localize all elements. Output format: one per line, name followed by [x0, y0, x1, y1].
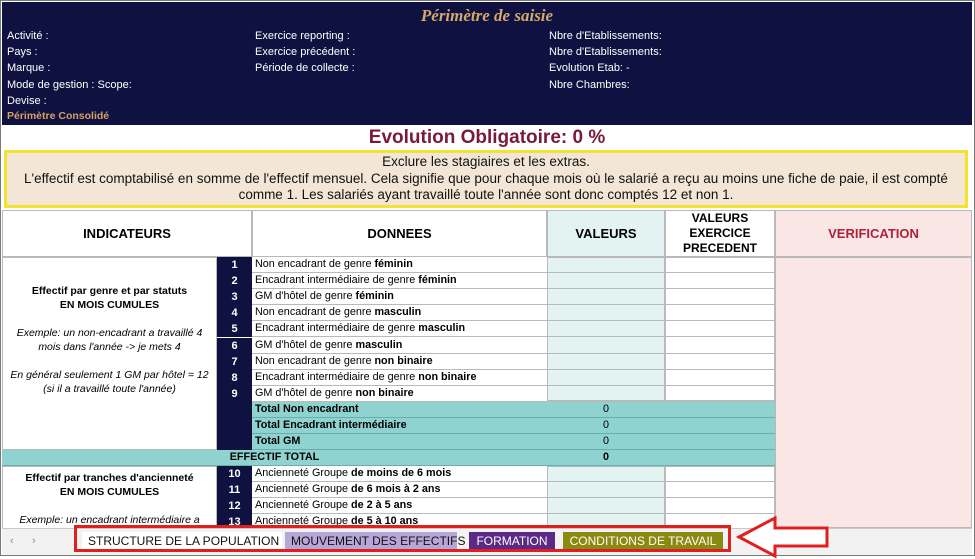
row-label: [252, 338, 547, 354]
row-number: 12: [217, 498, 252, 514]
effectif-total-exercice: [665, 450, 775, 466]
row-label: [252, 370, 547, 386]
header-pays: Pays :: [7, 46, 38, 59]
total-row-marker: [217, 402, 252, 418]
row-number: 1: [217, 257, 252, 273]
row-label-text: GM d'hôtel de genre: [255, 338, 356, 351]
header-activite: Activité :: [7, 30, 49, 42]
pointer-arrow-icon: [735, 515, 830, 559]
group1-general-note: En général seulement 1 GM par hôtel = 12 (si il a travaillé toute l'année): [10, 369, 209, 395]
row-label: [252, 498, 547, 514]
row-label-text: Encadrant intermédiaire de genre: [255, 322, 419, 335]
total-label: Total Encadrant intermédiaire: [252, 418, 547, 434]
sheet-tab-4[interactable]: CONDITIONS DE TRAVAIL: [563, 532, 723, 551]
header-nbre-etab-2: Nbre d'Etablissements:: [549, 46, 662, 59]
group2-indicator: [2, 466, 217, 528]
valeur-input-cell[interactable]: [547, 321, 665, 337]
group1-indicator: [2, 257, 217, 450]
exercice-precedent-cell[interactable]: [665, 370, 775, 386]
sheet-tab-2[interactable]: MOUVEMENT DES EFFECTIFS: [285, 532, 457, 551]
row-number: 2: [217, 273, 252, 289]
note-line-1: Exclure les stagiaires et les extras.: [382, 154, 590, 169]
valeur-input-cell[interactable]: [547, 289, 665, 305]
row-number: 11: [217, 482, 252, 498]
header-exercice-reporting: Exercice reporting :: [255, 30, 350, 42]
row-label: [252, 482, 547, 498]
exercice-precedent-cell[interactable]: [665, 386, 775, 402]
row-label-text: Non encadrant de genre: [255, 258, 375, 270]
header-mode-gestion: Mode de gestion : Scope:: [7, 78, 132, 91]
header-evolution-etab: Evolution Etab: -: [549, 62, 630, 75]
row-label-emphasis: de 2 à 5 ans: [351, 499, 413, 512]
exercice-precedent-cell[interactable]: [665, 305, 775, 321]
row-label-emphasis: masculin: [355, 338, 403, 351]
exercice-precedent-cell[interactable]: [665, 257, 775, 273]
row-label-emphasis: non binaire: [355, 386, 414, 399]
row-label-text: GM d'hôtel de genre: [255, 290, 356, 303]
row-label-text: Non encadrant de genre: [255, 306, 375, 319]
group1-subtitle: EN MOIS CUMULES: [59, 299, 160, 311]
note-line-2: L'effectif est comptabilisé en somme de l'effectif mensuel. Cela signifie que pour chaque mois où le salarié a reçu au moins une fiche de paie, il est compté comme 1. Les salariés ayant travaillé toute l'année sont donc comptés 12 et non 1.: [24, 170, 948, 202]
header-nbre-chambres: Nbre Chambres:: [549, 78, 630, 91]
exercice-precedent-cell[interactable]: [665, 273, 775, 289]
valeur-input-cell[interactable]: [547, 498, 665, 514]
valeur-input-cell[interactable]: [547, 386, 665, 402]
row-label-text: Encadrant intermédiaire de genre: [255, 370, 419, 383]
header-valeurs-exercice-precedent: VALEURS EXERCICE PRECEDENT: [665, 210, 775, 257]
prev-sheet-icon[interactable]: ‹: [10, 535, 14, 547]
total-row-marker: [217, 434, 252, 450]
row-label: [252, 466, 547, 482]
header-col-2: [255, 28, 355, 77]
total-exercice-cell: [665, 418, 775, 434]
exercice-precedent-cell[interactable]: [665, 321, 775, 337]
valeur-input-cell[interactable]: [547, 370, 665, 386]
row-label-text: Ancienneté Groupe: [255, 483, 352, 496]
header-valeurs: VALEURS: [547, 210, 665, 257]
row-label: [252, 289, 547, 305]
total-value: 0: [547, 434, 665, 450]
row-label-emphasis: féminin: [418, 274, 457, 287]
next-sheet-icon[interactable]: ›: [32, 535, 36, 547]
valeur-input-cell[interactable]: [547, 257, 665, 273]
row-number: 5: [217, 321, 252, 337]
row-label-emphasis: de 5 à 10 ans: [351, 515, 419, 528]
total-label: Total GM: [252, 434, 547, 450]
row-number: 6: [217, 338, 252, 354]
header-periode-collecte: Période de collecte :: [255, 62, 355, 75]
total-exercice-cell: [665, 434, 775, 450]
tabs-highlight-box: [74, 525, 731, 552]
row-number: 10: [217, 466, 252, 482]
row-label-emphasis: masculin: [418, 322, 466, 335]
header-col-1: [7, 28, 132, 109]
row-label-emphasis: non binaire: [374, 354, 433, 367]
group2-subtitle: EN MOIS CUMULES: [59, 486, 160, 498]
row-number: 9: [217, 386, 252, 402]
exercice-precedent-cell[interactable]: [665, 354, 775, 370]
header-indicateurs: INDICATEURS: [2, 210, 252, 257]
effectif-total-label: EFFECTIF TOTAL: [2, 450, 547, 466]
row-number: 3: [217, 289, 252, 305]
row-label-text: Ancienneté Groupe: [255, 515, 352, 528]
header-devise: Devise :: [7, 94, 47, 107]
valeur-input-cell[interactable]: [547, 338, 665, 354]
valeur-input-cell[interactable]: [547, 305, 665, 321]
row-label: [252, 386, 547, 402]
perimetre-consolide: Périmètre Consolidé: [7, 110, 110, 122]
row-label-emphasis: féminin: [355, 290, 394, 303]
header-verification: VERIFICATION: [775, 210, 972, 257]
row-number: 8: [217, 370, 252, 386]
exercice-precedent-cell[interactable]: [665, 498, 775, 514]
total-value: 0: [547, 402, 665, 418]
header-exercice-precedent: Exercice précédent :: [255, 46, 356, 59]
verification-area: [775, 257, 972, 528]
total-exercice-cell: [665, 402, 775, 418]
group2-title: Effectif par tranches d'ancienneté: [25, 472, 194, 484]
row-label-text: Ancienneté Groupe: [255, 467, 352, 479]
row-label: [252, 257, 547, 273]
sheet-tab-3[interactable]: FORMATION: [469, 532, 555, 551]
header-donnees: DONNEES: [252, 210, 547, 257]
row-number: 13: [217, 514, 252, 528]
exercice-precedent-cell[interactable]: [665, 482, 775, 498]
exercice-precedent-cell[interactable]: [665, 289, 775, 305]
row-number: 7: [217, 354, 252, 370]
valeur-input-cell[interactable]: [547, 273, 665, 289]
row-label-emphasis: de moins de 6 mois: [351, 467, 452, 479]
group1-title: Effectif par genre et par statuts: [31, 285, 188, 297]
row-label-text: Non encadrant de genre: [255, 354, 375, 367]
data-table: [2, 210, 972, 528]
row-label: [252, 354, 547, 370]
row-label: [252, 273, 547, 289]
group1-example: Exemple: un non-encadrant a travaillé 4 mois dans l'année -> je mets 4: [16, 327, 203, 353]
valeur-input-cell[interactable]: [547, 354, 665, 370]
effectif-total-value: 0: [547, 450, 665, 466]
perimeter-header: [2, 2, 972, 125]
row-number: 4: [217, 305, 252, 321]
valeur-input-cell[interactable]: [547, 466, 665, 482]
row-label-text: Ancienneté Groupe: [255, 499, 352, 512]
row-label-emphasis: de 6 mois à 2 ans: [351, 483, 441, 496]
perimeter-title: Périmètre de saisie: [420, 6, 554, 25]
sheet-tab-1[interactable]: STRUCTURE DE LA POPULATION: [82, 532, 282, 551]
group2-example: Exemple: un encadrant intermédiaire a: [19, 514, 200, 526]
total-value: 0: [547, 418, 665, 434]
row-label: [252, 321, 547, 337]
header-nbre-etab-1: Nbre d'Etablissements:: [549, 30, 662, 42]
row-label-emphasis: féminin: [374, 258, 413, 270]
header-col-3: [549, 28, 662, 93]
evolution-banner: Evolution Obligatoire: 0 %: [368, 127, 606, 148]
exercice-precedent-cell[interactable]: [665, 466, 775, 482]
total-label: Total Non encadrant: [252, 402, 547, 418]
instruction-note: [4, 150, 968, 208]
row-label: [252, 305, 547, 321]
row-label-emphasis: masculin: [374, 306, 422, 319]
valeur-input-cell[interactable]: [547, 482, 665, 498]
total-row-marker: [217, 418, 252, 434]
row-label-text: Encadrant intermédiaire de genre: [255, 274, 419, 287]
exercice-precedent-cell[interactable]: [665, 338, 775, 354]
header-marque: Marque :: [7, 62, 51, 75]
row-label-emphasis: non binaire: [418, 370, 477, 383]
row-label-text: GM d'hôtel de genre: [255, 386, 356, 399]
